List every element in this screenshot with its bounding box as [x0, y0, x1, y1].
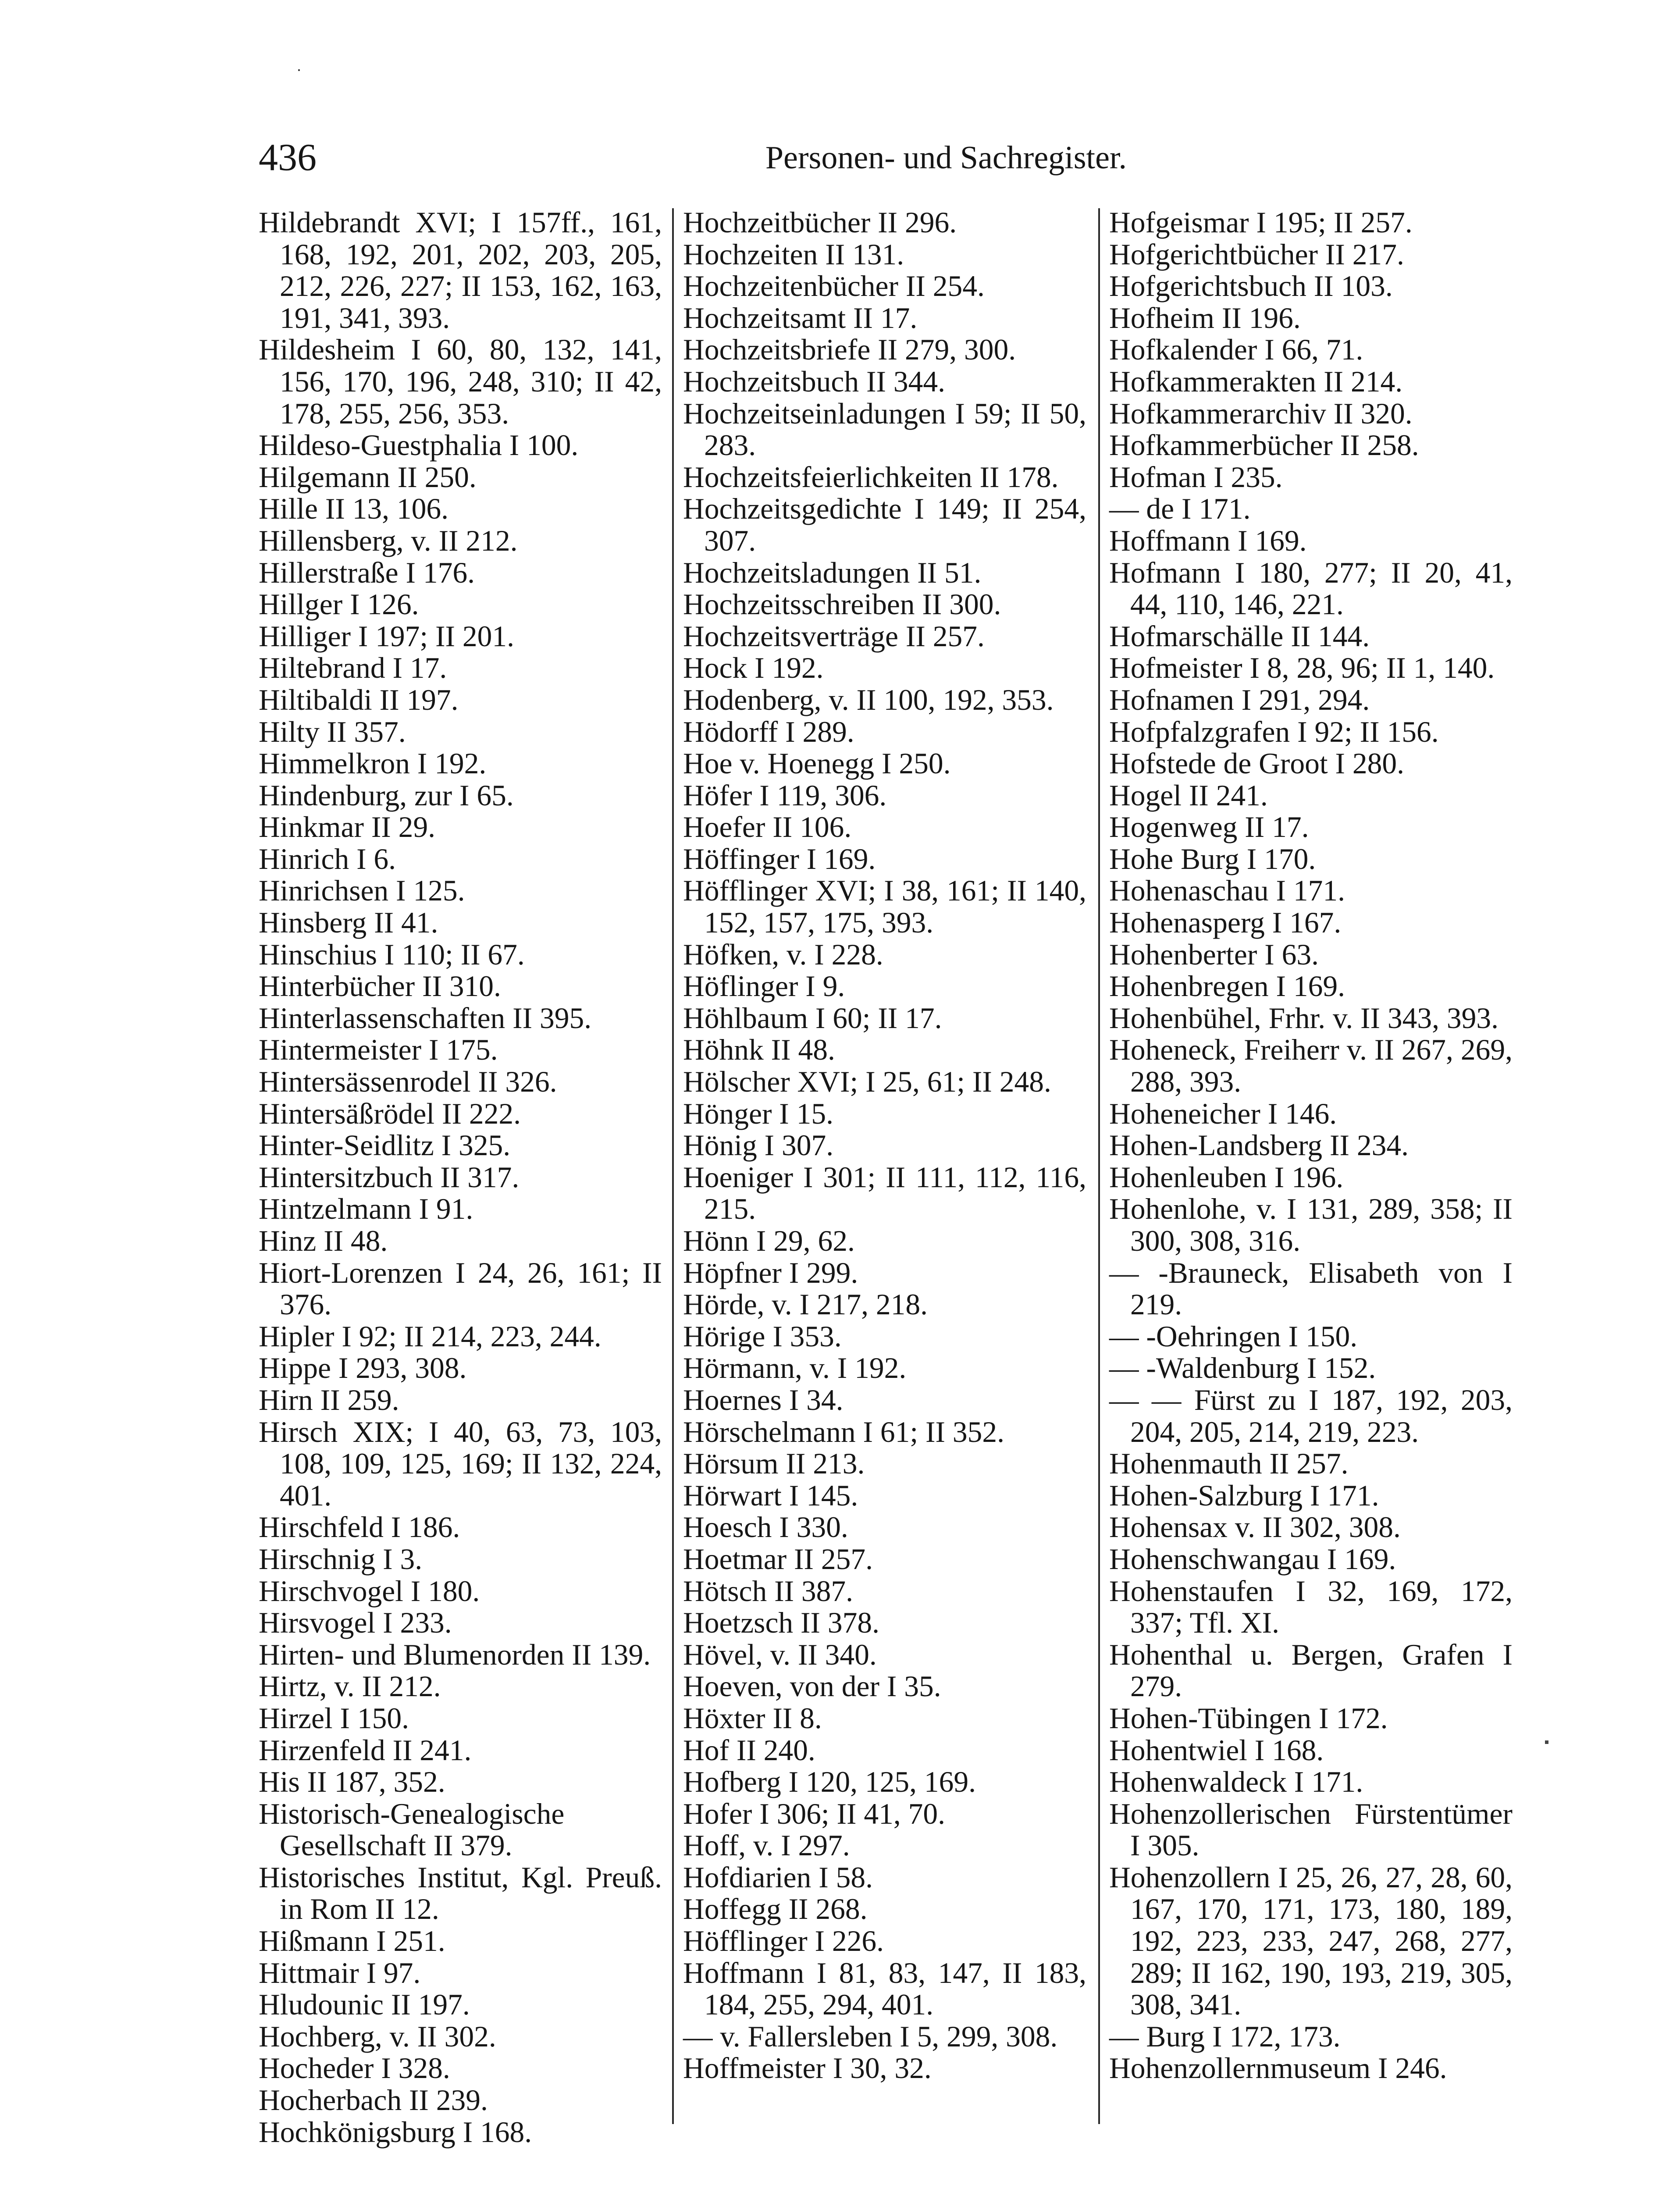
- index-entry: Hövel, v. II 340.: [683, 1638, 877, 1671]
- index-entry: Hille II 13, 106.: [259, 492, 449, 526]
- index-entry: Hohenthal u. Bergen, Grafen I 279.: [1109, 1638, 1513, 1703]
- index-entry: Hinschius I 110; II 67.: [259, 938, 525, 971]
- index-entry: Hohen-Salzburg I 171.: [1109, 1479, 1379, 1512]
- index-column-3: [1109, 207, 1513, 2085]
- index-entry: Hirtz, v. II 212.: [259, 1670, 441, 1703]
- index-entry: Hoetzsch II 378.: [683, 1606, 879, 1640]
- index-entry: Hochzeitsschreiben II 300.: [683, 588, 1001, 621]
- index-entry: Hoffmeister I 30, 32.: [683, 2052, 932, 2085]
- index-entry: Hirsch XIX; I 40, 63, 73, 103, 108, 109, 125, 169; II 132, 224, 401.: [259, 1415, 662, 1512]
- index-entry: — -Waldenburg I 152.: [1109, 1352, 1376, 1385]
- index-entry: Hoernes I 34.: [683, 1383, 844, 1416]
- index-entry: Hohensax v. II 302, 308.: [1109, 1511, 1401, 1544]
- index-entry: — Burg I 172, 173.: [1109, 2020, 1341, 2053]
- index-entry: Hinterbücher II 310.: [259, 970, 501, 1003]
- index-entry: Hofkammerakten II 214.: [1109, 365, 1403, 398]
- index-entry: Hintersitzbuch II 317.: [259, 1160, 520, 1194]
- index-entry: Hillensberg, v. II 212.: [259, 524, 518, 557]
- index-entry: Hörmann, v. I 192.: [683, 1352, 907, 1385]
- index-entry: Hofberg I 120, 125, 169.: [683, 1765, 976, 1799]
- index-entry: Hocheder I 328.: [259, 2052, 450, 2085]
- index-entry: Hohenmauth II 257.: [1109, 1447, 1349, 1480]
- index-entry: His II 187, 352.: [259, 1765, 445, 1799]
- index-entry: Hiort-Lorenzen I 24, 26, 161; II 376.: [259, 1256, 662, 1321]
- index-entry: Historisch-Genealogische Gesellschaft II 379.: [259, 1797, 565, 1862]
- index-entry: Hohenzollernmuseum I 246.: [1109, 2052, 1447, 2085]
- index-entry: Hörwart I 145.: [683, 1479, 858, 1512]
- index-entry: Hoff, v. I 297.: [683, 1829, 850, 1862]
- index-entry: Hildebrandt XVI; I 157ff., 161, 168, 192, 201, 202, 203, 205, 212, 226, 227; II 153, 162, 163, 191, 341, 393.: [259, 206, 662, 334]
- index-entry: Hirsvogel I 233.: [259, 1606, 452, 1640]
- index-entry: Hiltebrand I 17.: [259, 651, 447, 685]
- index-entry: Hochzeitbücher II 296.: [683, 206, 957, 239]
- index-entry: Hinsberg II 41.: [259, 906, 438, 939]
- index-entry: Hönn I 29, 62.: [683, 1224, 855, 1257]
- index-entry: Hochzeitsverträge II 257.: [683, 619, 985, 653]
- index-entry: Hohenbregen I 169.: [1109, 970, 1345, 1003]
- index-entry: Hoffegg II 268.: [683, 1893, 868, 1926]
- index-entry: Hirschnig I 3.: [259, 1542, 423, 1576]
- index-entry: Historisches Institut, Kgl. Preuß. in Rom II 12.: [259, 1861, 662, 1926]
- index-entry: — de I 171.: [1109, 492, 1251, 526]
- column-divider: [672, 208, 674, 2124]
- index-entry: Hochzeitsbriefe II 279, 300.: [683, 333, 1016, 367]
- index-entry: Hogel II 241.: [1109, 779, 1268, 812]
- index-entry: Hoeven, von der I 35.: [683, 1670, 941, 1703]
- index-entry: Hofkammerbücher II 258.: [1109, 429, 1419, 462]
- index-entry: Hock I 192.: [683, 651, 824, 685]
- index-entry: Hochzeitenbücher II 254.: [683, 270, 985, 303]
- index-entry: Hirschfeld I 186.: [259, 1511, 460, 1544]
- index-entry: Hoetmar II 257.: [683, 1542, 873, 1576]
- index-entry: — -Brauneck, Elisabeth von I 219.: [1109, 1256, 1513, 1321]
- index-entry: Höffinger I 169.: [683, 842, 876, 875]
- index-entry: Hinz II 48.: [259, 1224, 388, 1257]
- index-entry: Hinterlassenschaften II 395.: [259, 1001, 592, 1035]
- index-entry: Hofpfalzgrafen I 92; II 156.: [1109, 715, 1439, 748]
- index-entry: Hofgerichtsbuch II 103.: [1109, 270, 1393, 303]
- index-entry: Hochzeitsfeierlichkeiten II 178.: [683, 460, 1059, 494]
- index-entry: Hohenzollerischen Fürstentümer I 305.: [1109, 1797, 1513, 1862]
- index-entry: Hofdiarien I 58.: [683, 1861, 873, 1894]
- index-entry: Hödorff I 289.: [683, 715, 854, 748]
- index-entry: Hogenweg II 17.: [1109, 811, 1309, 844]
- index-entry: Höfer I 119, 306.: [683, 779, 887, 812]
- index-column-2: [683, 207, 1086, 2085]
- index-entry: Hintermeister I 175.: [259, 1033, 498, 1067]
- index-entry: Hoheneck, Freiherr v. II 267, 269, 288, 393.: [1109, 1033, 1513, 1099]
- page-number: 436: [259, 136, 317, 179]
- index-entry: Hippe I 293, 308.: [259, 1352, 467, 1385]
- index-entry: Hohenberter I 63.: [1109, 938, 1319, 971]
- index-entry: Höfflinger XVI; I 38, 161; II 140, 152, 157, 175, 393.: [683, 874, 1086, 939]
- index-entry: Hölscher XVI; I 25, 61; II 248.: [683, 1065, 1051, 1099]
- index-entry: Hludounic II 197.: [259, 1988, 470, 2021]
- index-entry: Hofkalender I 66, 71.: [1109, 333, 1363, 367]
- index-entry: Hintzelmann I 91.: [259, 1192, 473, 1226]
- index-entry: Hochzeitsgedichte I 149; II 254, 307.: [683, 492, 1086, 557]
- index-entry: Hirzenfeld II 241.: [259, 1733, 472, 1767]
- index-entry: Hofkammerarchiv II 320.: [1109, 397, 1413, 430]
- index-entry: Hocherbach II 239.: [259, 2084, 488, 2117]
- index-entry: Hohenaschau I 171.: [1109, 874, 1345, 907]
- index-entry: Hoffmann I 169.: [1109, 524, 1307, 557]
- index-entry: Hohenasperg I 167.: [1109, 906, 1342, 939]
- index-entry: Hildeso-Guestphalia I 100.: [259, 429, 579, 462]
- index-entry: Hohentwiel I 168.: [1109, 1733, 1324, 1767]
- index-entry: Hörsum II 213.: [683, 1447, 865, 1480]
- index-entry: Hinrichsen I 125.: [259, 874, 465, 907]
- index-entry: Hoefer II 106.: [683, 811, 852, 844]
- index-entry: Hochzeitsbuch II 344.: [683, 365, 945, 398]
- index-entry: Hirten- und Blumenorden II 139.: [259, 1638, 651, 1671]
- index-entry: Hörde, v. I 217, 218.: [683, 1288, 928, 1321]
- index-entry: Hillger I 126.: [259, 588, 419, 621]
- index-entry: Hilgemann II 250.: [259, 460, 477, 494]
- index-entry: Hildesheim I 60, 80, 132, 141, 156, 170, 196, 248, 310; II 42, 178, 255, 256, 353.: [259, 333, 662, 430]
- index-entry: Hoe v. Hoenegg I 250.: [683, 747, 951, 780]
- index-entry: Hodenberg, v. II 100, 192, 353.: [683, 683, 1054, 716]
- index-entry: Hoeniger I 301; II 111, 112, 116, 215.: [683, 1160, 1086, 1226]
- index-entry: Höpfner I 299.: [683, 1256, 858, 1289]
- index-entry: Hötsch II 387.: [683, 1574, 854, 1608]
- index-entry: Hof II 240.: [683, 1733, 815, 1767]
- index-entry: Hochberg, v. II 302.: [259, 2020, 496, 2053]
- index-entry: Hinkmar II 29.: [259, 811, 436, 844]
- index-entry: Hittmair I 97.: [259, 1956, 421, 1989]
- index-entry: Hohenwaldeck I 171.: [1109, 1765, 1363, 1799]
- index-entry: Hirschvogel I 180.: [259, 1574, 480, 1608]
- index-entry: Hochkönigsburg I 168.: [259, 2115, 532, 2149]
- index-entry: Hoesch I 330.: [683, 1511, 848, 1544]
- index-entry: Hohenleuben I 196.: [1109, 1160, 1344, 1194]
- index-entry: Hohen-Landsberg II 234.: [1109, 1129, 1409, 1162]
- index-entry: Hochzeitseinladungen I 59; II 50, 283.: [683, 397, 1086, 462]
- index-entry: Hohe Burg I 170.: [1109, 842, 1316, 875]
- index-entry: Himmelkron I 192.: [259, 747, 487, 780]
- index-entry: Höhlbaum I 60; II 17.: [683, 1001, 942, 1035]
- index-entry: Hintersässenrodel II 326.: [259, 1065, 557, 1099]
- index-entry: Hiltibaldi II 197.: [259, 683, 459, 716]
- index-entry: Hohen-Tübingen I 172.: [1109, 1701, 1388, 1735]
- running-title: Personen- und Sachregister.: [765, 140, 1127, 176]
- index-entry: Hindenburg, zur I 65.: [259, 779, 514, 812]
- index-entry: Hirzel I 150.: [259, 1701, 409, 1735]
- index-entry: Hoheneicher I 146.: [1109, 1097, 1337, 1130]
- page-header: [259, 132, 1127, 184]
- index-entry: Hofnamen I 291, 294.: [1109, 683, 1370, 716]
- index-entry: Hofstede de Groot I 280.: [1109, 747, 1404, 780]
- index-column-1: [259, 207, 662, 2148]
- index-entry: Hohenlohe, v. I 131, 289, 358; II 300, 308, 316.: [1109, 1192, 1513, 1257]
- index-entry: — v. Fallersleben I 5, 299, 308.: [683, 2020, 1058, 2053]
- index-entry: Hochzeitsladungen II 51.: [683, 556, 982, 589]
- index-entry: Höflinger I 9.: [683, 970, 845, 1003]
- index-entry: Hohenzollern I 25, 26, 27, 28, 60, 167, 170, 171, 173, 180, 189, 192, 223, 233, 247, 268, 277, 289; II 162, 190, 193, 219, 305, 308, 341.: [1109, 1861, 1513, 2021]
- index-entry: Hofmarschälle II 144.: [1109, 619, 1370, 653]
- index-entry: Hofgerichtbücher II 217.: [1109, 238, 1404, 271]
- index-entry: Hofmeister I 8, 28, 96; II 1, 140.: [1109, 651, 1495, 685]
- index-entry: Hörschelmann I 61; II 352.: [683, 1415, 1004, 1448]
- scan-speck: [1545, 1740, 1548, 1744]
- index-entry: Hofman I 235.: [1109, 460, 1283, 494]
- index-entry: Hilliger I 197; II 201.: [259, 619, 515, 653]
- column-divider: [1098, 208, 1100, 2124]
- index-entry: — — Fürst zu I 187, 192, 203, 204, 205, 214, 219, 223.: [1109, 1383, 1513, 1448]
- index-entry: Hohenbühel, Frhr. v. II 343, 393.: [1109, 1001, 1499, 1035]
- index-entry: Hinter-Seidlitz I 325.: [259, 1129, 511, 1162]
- index-entry: Hönig I 307.: [683, 1129, 834, 1162]
- index-entry: Hochzeitsamt II 17.: [683, 301, 918, 334]
- index-entry: Hirn II 259.: [259, 1383, 399, 1416]
- index-entry: Hipler I 92; II 214, 223, 244.: [259, 1320, 602, 1353]
- index-entry: Höfken, v. I 228.: [683, 938, 883, 971]
- index-entry: Hörige I 353.: [683, 1320, 842, 1353]
- index-entry: Hofer I 306; II 41, 70.: [683, 1797, 945, 1830]
- index-entry: Hillerstraße I 176.: [259, 556, 475, 589]
- index-entry: Hofgeismar I 195; II 257.: [1109, 206, 1413, 239]
- index-entry: Hinrich I 6.: [259, 842, 396, 875]
- index-entry: Hoffmann I 81, 83, 147, II 183, 184, 255, 294, 401.: [683, 1956, 1086, 2021]
- index-entry: Höfflinger I 226.: [683, 1925, 884, 1958]
- index-entry: Hohenstaufen I 32, 169, 172, 337; Tfl. XI.: [1109, 1574, 1513, 1640]
- index-entry: Hintersäßrödel II 222.: [259, 1097, 521, 1130]
- scan-speck: [298, 69, 300, 71]
- index-entry: Hilty II 357.: [259, 715, 406, 748]
- index-entry: Hönger I 15.: [683, 1097, 834, 1130]
- index-entry: Hochzeiten II 131.: [683, 238, 904, 271]
- index-entry: Hohenschwangau I 169.: [1109, 1542, 1396, 1576]
- index-entry: Höhnk II 48.: [683, 1033, 835, 1067]
- index-entry: — -Oehringen I 150.: [1109, 1320, 1358, 1353]
- index-entry: Höxter II 8.: [683, 1701, 822, 1735]
- index-entry: Hißmann I 251.: [259, 1925, 445, 1958]
- index-entry: Hofheim II 196.: [1109, 301, 1301, 334]
- index-entry: Hofmann I 180, 277; II 20, 41, 44, 110, 146, 221.: [1109, 556, 1513, 621]
